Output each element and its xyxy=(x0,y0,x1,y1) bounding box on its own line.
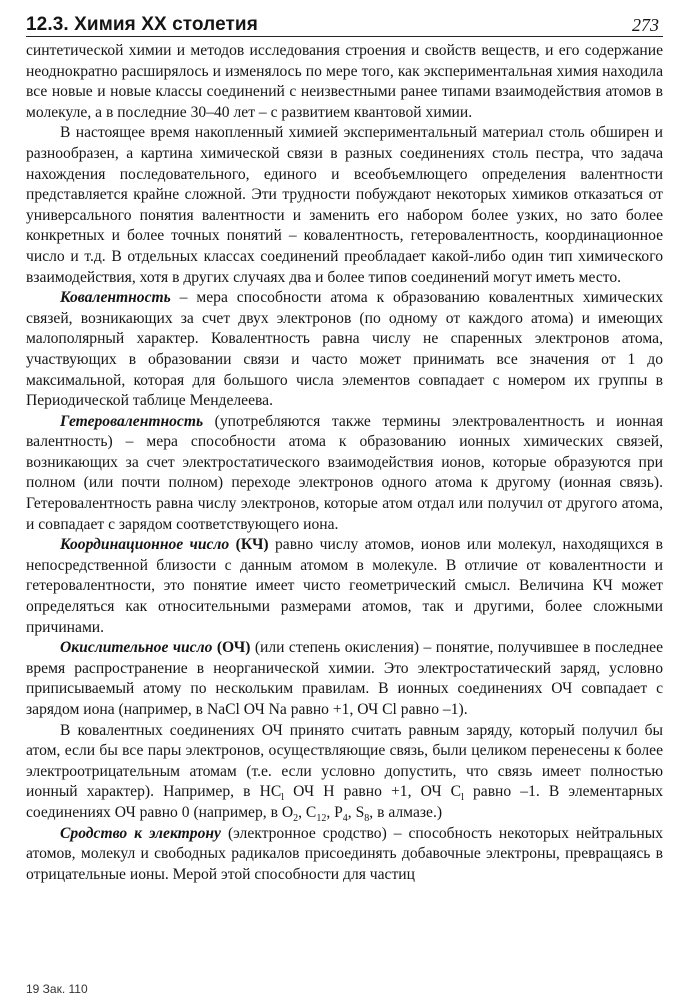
text-run: , S xyxy=(347,803,365,821)
abbr-och: (ОЧ) xyxy=(212,639,251,657)
text-run: равно –1. В элементарных соединениях ОЧ равно 0 (например, в O xyxy=(26,783,664,821)
abbr-kch: (КЧ) xyxy=(229,536,269,554)
definition-oxidation-number xyxy=(26,638,663,720)
paragraph-text: (электронное сродство) – способность некоторых нейтральных атомов, молекул и свободных радикалов присоединять добавочные электроны, превращаясь в отрицательные ионы. Мерой этой способности для частиц xyxy=(26,824,663,883)
term-covalence: Ковалентность xyxy=(60,289,171,307)
definition-coordination-number xyxy=(26,535,663,638)
signature-mark: 19 Зак. 110 xyxy=(26,982,88,996)
page-number: 273 xyxy=(632,15,659,35)
subscript: 8 xyxy=(364,813,370,825)
paragraph-text: (употребляются также термины электровалентность и ионная валентность) – мера способности атома к образованию ионных химических связей, возникающих за счет электростатического взаимодействия ионов, которые образуются при полном (или почти полном) переходе электронов одного атома к другому (ионная связь). Гетеровалентность равна числу электронов, которые атом отдал или получил от другого атома, и совпадает с зарядом соответствующего иона. xyxy=(26,412,663,533)
paragraph xyxy=(26,123,663,288)
text-run: , в алмазе.) xyxy=(369,803,443,821)
definition-covalence xyxy=(26,288,663,412)
text-run: , P xyxy=(326,803,343,821)
subscript: 12 xyxy=(316,813,327,825)
paragraph-covalent-compounds xyxy=(26,721,663,824)
paragraph-text: В настоящее время накопленный химией экспериментальный материал столь обширен и разнообразен, а картина химической связи в разных соединениях столь пестра, что задача нахождения последовательного, единого и всеобъемлющего определения валентности представляется крайне сложной. Эти трудности побуждают некоторых химиков отказаться от универсального понятия валентности и заменить его набором более узких, но зато более конкретных и более точных понятий – ковалентность, гетеровалентность, координационное число и т.д. В отдельных классах соединений преобладает какой-либо один тип химического взаимодействия, хотя в других случаях два и более типов соединений могут иметь место. xyxy=(26,124,663,286)
definition-heterovalence xyxy=(26,412,663,536)
paragraph-continued xyxy=(26,41,663,123)
term-electron-affinity: Сродство к электрону xyxy=(60,824,221,842)
running-header xyxy=(26,10,663,37)
body-text xyxy=(26,41,663,885)
paragraph-text: синтетической химии и методов исследования строения и свойств веществ, и его содержание неоднократно расширялось и изменялось по мере того, как экспериментальная химия находила все новые и новые классы соединений с неизвестными ранее типами взаимодействия атомов в молекуле, а в последние 30–40 лет – с развитием квантовой химии. xyxy=(26,42,663,121)
text-run: ОЧ H равно +1, ОЧ C xyxy=(284,783,462,801)
text-run: , C xyxy=(298,803,317,821)
text-run: В ковалентных соединениях ОЧ принято считать равным заряду, который получил бы атом, если бы все пары электронов, осуществляющие связь, были целиком перенесены к более электроотрицательным атомам (т.е. если условно допустить, что связь имеет полностью ионный характер). Например, в HC xyxy=(26,721,663,801)
term-oxidation-number: Окислительное число xyxy=(60,639,213,657)
subscript: 2 xyxy=(293,813,299,825)
section-title: 12.3. Химия XX столетия xyxy=(26,14,258,35)
subscript: l xyxy=(461,792,464,804)
paragraph-text: равно числу атомов, ионов или молекул, находящихся в непосредственной близости с данным атомом в молекуле. В отличие от ковалентности и гетеровалентности, это понятие имеет чисто геометрический смысл. Величина КЧ может определяться как относительными размерами атомов, так и другими, более сложными причинами. xyxy=(26,536,663,636)
term-coordination-number: Координационное число xyxy=(60,536,230,554)
paragraph-text: – мера способности атома к образованию ковалентных химических связей, возникающих за счет двух электронов (по одному от каждого атома) и имеющих малополярный характер. Ковалентность равна числу не спаренных электронов атома, участвующих в образовании связи и часто может принимать все значения от 1 до максимальной, которая для большого числа элементов совпадает с номером их группы в Периодической таблице Менделеева. xyxy=(26,289,663,410)
subscript: 4 xyxy=(342,813,348,825)
paragraph-text: (или степень окисления) – понятие, получившее в последнее время распространение в неорганической химии. Это электростатический заряд, условно приписываемый атому по нескольким правилам. В ионных соединениях ОЧ совпадает с зарядом иона (например, в NaCl ОЧ Na равно +1, ОЧ Cl равно –1). xyxy=(26,639,663,718)
definition-electron-affinity xyxy=(26,824,663,886)
term-heterovalence: Гетеровалентность xyxy=(60,412,204,430)
subscript: l xyxy=(281,792,285,804)
